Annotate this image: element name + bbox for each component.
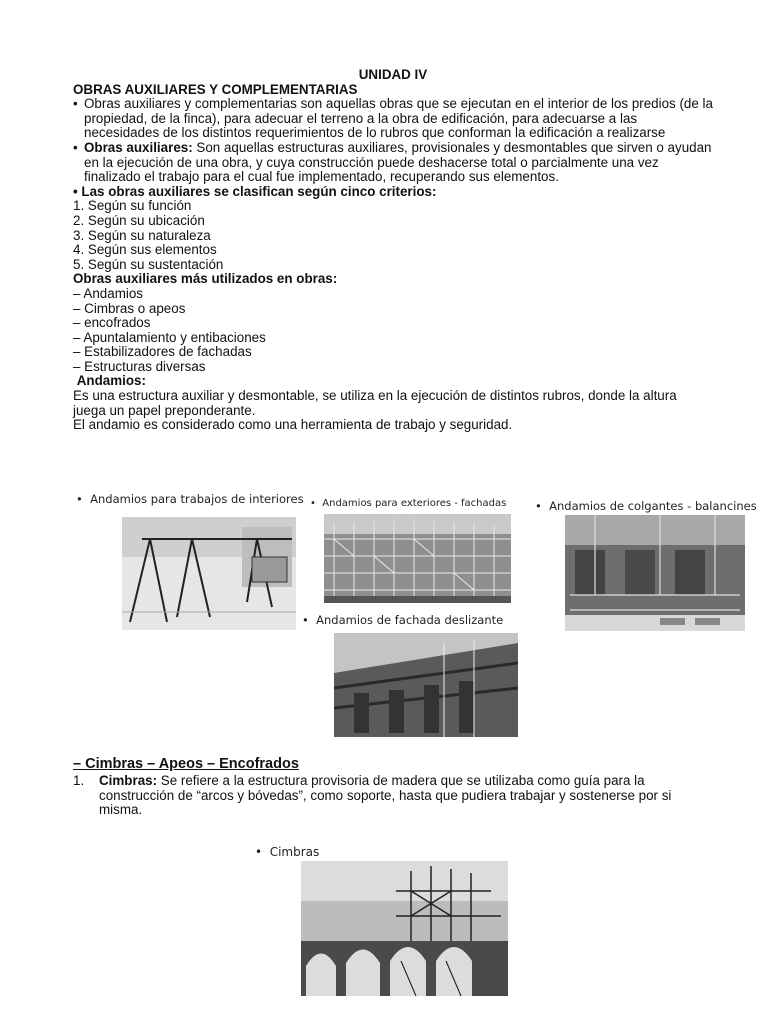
bullet-label: Obras auxiliares: — [84, 139, 193, 155]
caption-cimbras: • Cimbras — [255, 845, 320, 859]
unit-title: UNIDAD IV — [358, 67, 428, 82]
bullet-text: Son aquellas estructuras auxiliares, provisionales y desmontables que sirven o ayudan en la ejecución de una obra, y cuya construcción puede deshacerse total o parcialmente una vez finalizado el trabajo para el cual fue implementado, recuperando sus elementos. — [84, 139, 712, 185]
andamios-paragraph: Es una estructura auxiliar y desmontable, se utiliza en la ejecución de distintos rubros, donde la altura juega un papel preponderante. — [73, 388, 677, 418]
criteria-item: 2. Según su ubicación — [73, 212, 205, 228]
item-number: 1. — [73, 773, 85, 788]
section-heading: OBRAS AUXILIARES Y COMPLEMENTARIAS — [73, 81, 358, 97]
photo-andamios-deslizante — [334, 633, 518, 737]
caption-colgantes: • Andamios de colgantes - balancines — [535, 499, 757, 513]
item-label: Cimbras: — [99, 773, 158, 788]
common-item: – Estabilizadores de fachadas — [73, 344, 252, 360]
bullet-dot-icon: • — [73, 96, 78, 112]
bullet-item — [73, 141, 713, 185]
photo-andamios-colgantes — [565, 515, 745, 631]
criteria-item: 1. Según su función — [73, 198, 192, 214]
cimbras-item — [73, 774, 713, 818]
photo-cimbras — [301, 861, 508, 996]
andamios-paragraph: El andamio es considerado como una herramienta de trabajo y seguridad. — [73, 417, 513, 433]
bullet-item — [73, 97, 713, 141]
caption-deslizante: • Andamios de fachada deslizante — [302, 613, 504, 627]
caption-exteriores: • Andamios para exteriores - fachadas — [310, 498, 507, 509]
criteria-item: 5. Según su sustentación — [73, 256, 224, 272]
bullet-dot-icon: • — [73, 139, 78, 155]
common-item: – Estructuras diversas — [73, 358, 206, 374]
common-item: – Andamios — [73, 285, 143, 301]
common-item: – encofrados — [73, 315, 151, 331]
criteria-item: 3. Según su naturaleza — [73, 227, 211, 243]
caption-interiores: • Andamios para trabajos de interiores — [76, 492, 304, 506]
photo-andamios-interiores — [122, 517, 296, 630]
photo-andamios-exteriores — [324, 514, 511, 603]
section2-title: – Cimbras – Apeos – Encofrados — [73, 756, 299, 772]
common-item: – Apuntalamiento y entibaciones — [73, 329, 266, 345]
item-text: Se refiere a la estructura provisoria de madera que se utilizaba como guía para la construcción de “arcos y bóvedas”, como soporte, hasta que pudiera trabajar y sostenerse por si misma. — [99, 773, 672, 818]
common-heading: Obras auxiliares más utilizados en obras: — [73, 271, 338, 287]
criteria-heading: • Las obras auxiliares se clasifican según cinco criterios: — [73, 183, 437, 199]
document-body — [73, 68, 713, 433]
common-item: – Cimbras o apeos — [73, 300, 186, 316]
bullet-text: Obras auxiliares y complementarias son aquellas obras que se ejecutan en el interior de los predios (de la propiedad, de la finca), para adecuar el terreno a la obra de edificación, para adecuarse a las necesidades de los distintos requerimientos de lo rubros que conforman la edificación a realizarse — [84, 96, 713, 141]
andamios-heading: Andamios: — [76, 373, 146, 389]
criteria-item: 4. Según sus elementos — [73, 242, 217, 258]
